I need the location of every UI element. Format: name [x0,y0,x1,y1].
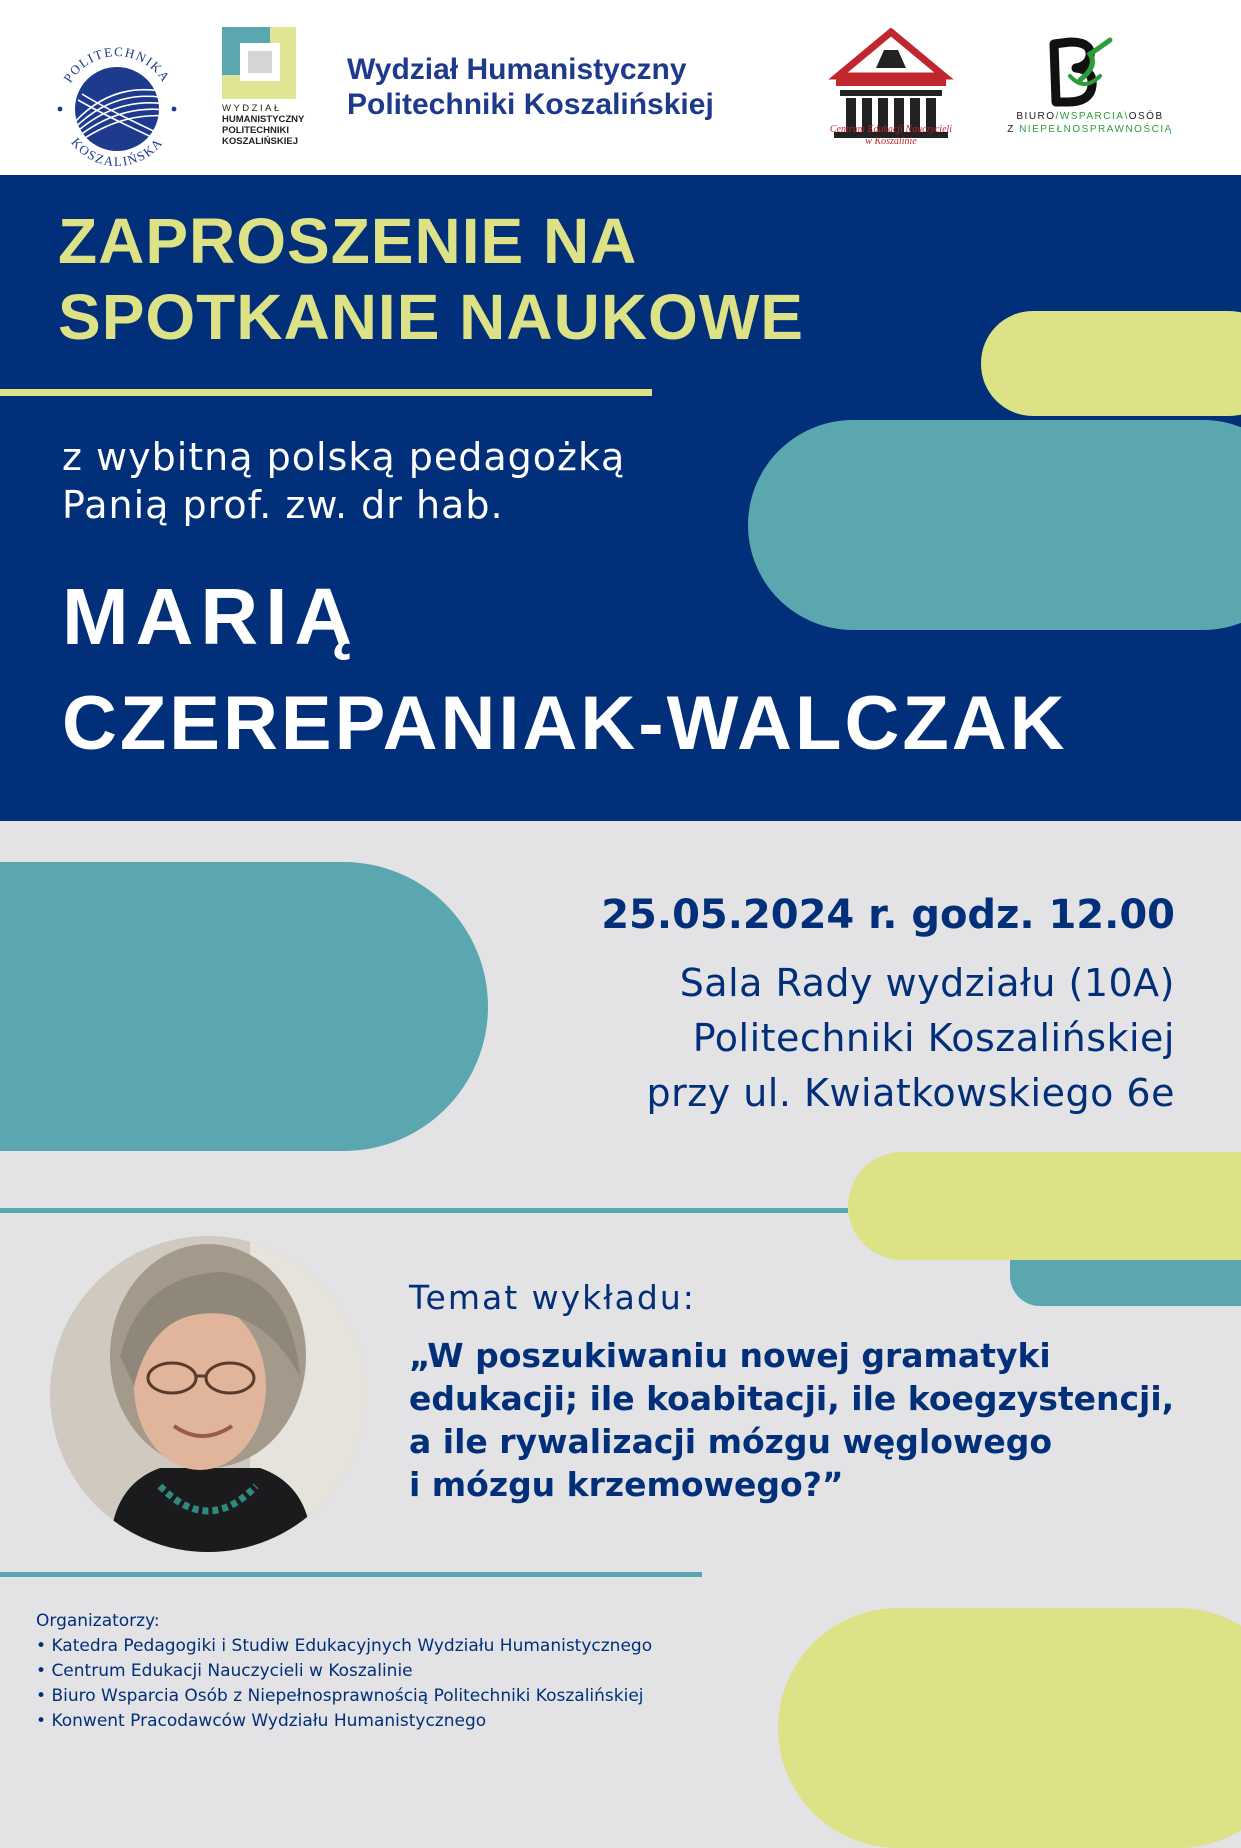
organizer-item: • Biuro Wsparcia Osób z Niepełnosprawnością Politechniki Koszalińskiej [36,1684,652,1709]
wydzial-humanistyczny-logo [220,27,305,157]
lecture-topic-line4: i mózgu krzemowego?” [409,1465,844,1504]
invitation-block [0,175,1241,821]
divider-line [0,1572,702,1577]
biuro-wsparcia-caption: BIURO/WSPARCIA\OSÓB Z NIEPEŁNOSPRAWNOŚCIĄ [1007,111,1173,135]
speaker-first-name: MARIĄ [62,572,360,661]
faculty-title [347,52,714,122]
speaker-last-name: CZEREPANIAK-WALCZAK [62,681,1068,766]
organizer-item: • Katedra Pedagogiki i Studiw Edukacyjnych Wydziału Humanistycznego [36,1634,652,1659]
event-location-line2: Politechniki Koszalińskiej [692,1016,1175,1060]
lecture-topic-line2: edukacji; ile koabitacji, ile koegzystencji, [409,1379,1175,1418]
decor-pill-teal [1010,1260,1241,1306]
lecture-topic-line3: a ile rywalizacji mózgu węglowego [409,1422,1053,1461]
divider-line [0,1208,848,1213]
decor-pill-teal [748,420,1241,630]
decor-pill-lime [778,1608,1241,1848]
faculty-title-line2: Politechniki Koszalińskiej [347,88,714,121]
cen-caption-line2: w Koszalinie [865,136,917,147]
bw-line2-b: NIEPEŁNOSPRAWNOŚCIĄ [1019,124,1173,135]
event-location-line3: przy ul. Kwiatkowskiego 6e [646,1071,1175,1115]
event-location [646,956,1175,1121]
lecture-topic-label: Temat wykładu: [409,1278,696,1317]
wh-logo-line2: HUMANISTYCZNY [222,114,305,125]
politechnika-koszalinska-logo [48,40,186,178]
faculty-title-line1: Wydział Humanistyczny [347,53,687,86]
lecture-topic [409,1334,1209,1506]
organizer-item: • Konwent Pracodawców Wydziału Humanistycznego [36,1709,652,1734]
event-location-line1: Sala Rady wydziału (10A) [679,961,1175,1005]
bw-line2-a: Z [1007,124,1015,135]
bw-line1-b: WSPARCIA [1059,111,1125,122]
invitation-title-line2: SPOTKANIE NAUKOWE [58,281,804,353]
wh-logo-line4: KOSZALIŃSKIEJ [222,136,299,147]
pk-logo-text-top: POLITECHNIKA [60,43,174,86]
speaker-intro-line1: z wybitną polską pedagożką [62,435,626,479]
organizers-label: Organizatorzy: [36,1611,160,1631]
invitation-title-line1: ZAPROSZENIE NA [58,205,638,277]
cen-caption-line1: Centrum Edukacji Nauczycieli [829,124,953,135]
decor-pill-lime [848,1152,1241,1260]
speaker-photo [50,1236,366,1552]
lecture-topic-line1: „W poszukiwaniu nowej gramatyki [409,1336,1051,1375]
invitation-title [58,203,804,355]
decor-pill-teal [0,862,488,1151]
decor-pill-lime [981,311,1241,416]
wh-logo-line3: POLITECHNIKI [222,125,290,136]
bw-line1-c: OSÓB [1128,111,1164,122]
centrum-edukacji-caption [808,124,974,148]
organizers-list [36,1634,652,1734]
speaker-intro-line2: Panią prof. zw. dr hab. [62,483,504,527]
event-date-time: 25.05.2024 r. godz. 12.00 [601,892,1175,938]
biuro-wsparcia-logo [1040,36,1120,108]
pk-logo-text-bottom: KOSZALIŃSKA [68,134,166,170]
title-underline [0,389,652,396]
speaker-intro [62,433,625,529]
header-bar [0,0,1241,175]
organizer-item: • Centrum Edukacji Nauczycieli w Koszalinie [36,1659,652,1684]
wh-logo-line1: WYDZIAŁ [222,103,282,114]
bw-line1-a: BIURO [1016,111,1056,122]
